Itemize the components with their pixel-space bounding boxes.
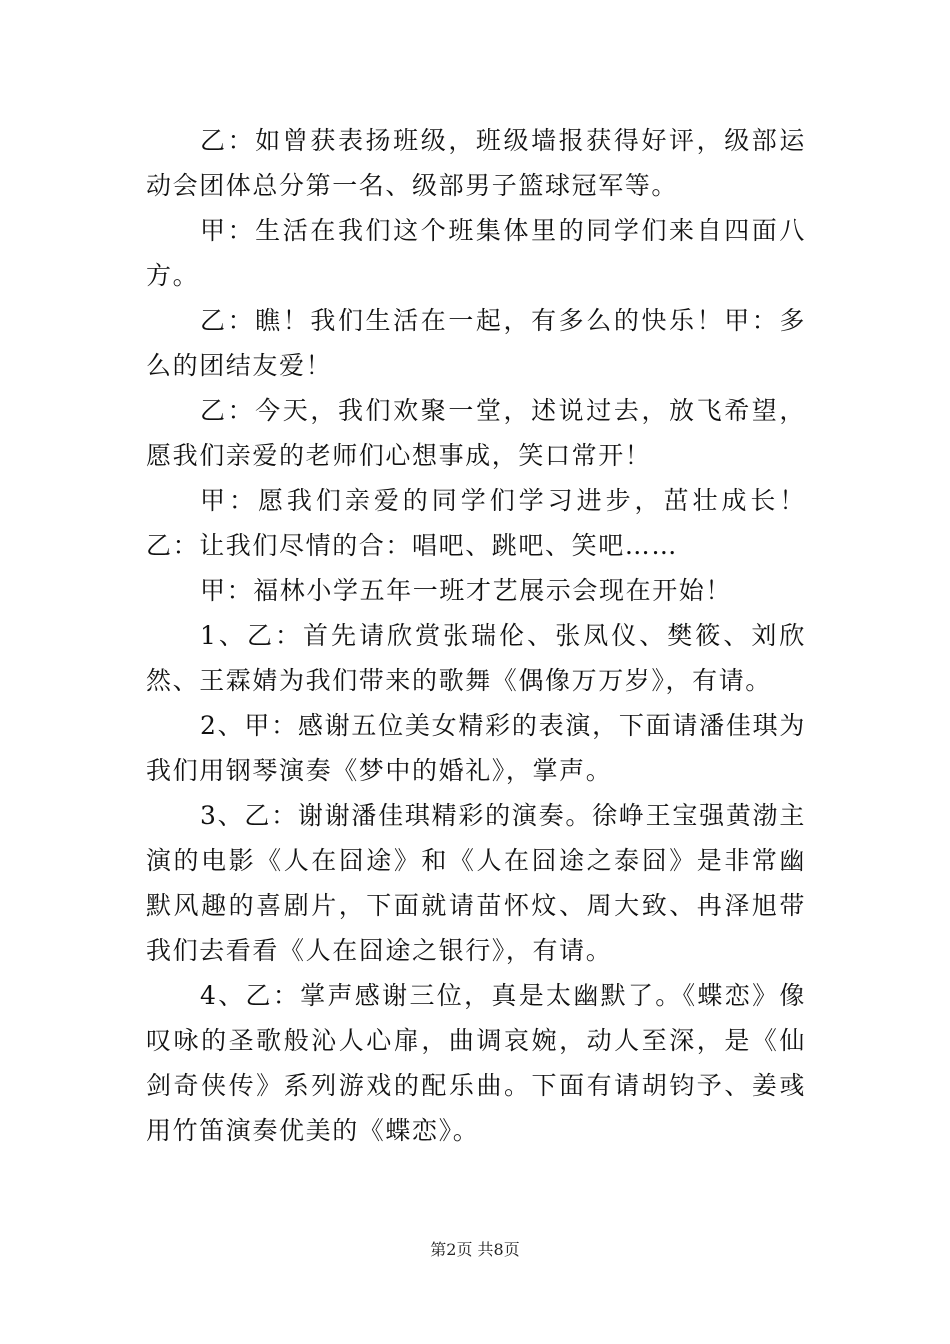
paragraph: 乙：如曾获表扬班级，班级墙报获得好评，级部运动会团体总分第一名、级部男子篮球冠军等。 — [146, 126, 806, 200]
paragraph: 4、乙：掌声感谢三位，真是太幽默了。《蝶恋》像叹咏的圣歌般沁人心扉，曲调哀婉，动人至深，是《仙剑奇侠传》系列游戏的配乐曲。下面有请胡钧予、姜彧用竹笛演奏优美的《蝶恋》。 — [146, 981, 806, 1145]
paragraph: 甲：愿我们亲爱的同学们学习进步，茁壮成长！乙：让我们尽情的合：唱吧、跳吧、笑吧…… — [146, 486, 806, 560]
paragraph: 1、乙：首先请欣赏张瑞伦、张凤仪、樊筱、刘欣然、王霖婧为我们带来的歌舞《偶像万万岁》，有请。 — [146, 621, 806, 695]
page-number-footer: 第2页 共8页 — [430, 1240, 520, 1259]
paragraph: 乙：瞧！我们生活在一起，有多么的快乐！甲：多么的团结友爱！ — [146, 306, 806, 380]
paragraph: 乙：今天，我们欢聚一堂，述说过去，放飞希望，愿我们亲爱的老师们心想事成，笑口常开！ — [146, 396, 806, 470]
document-body — [146, 118, 806, 1153]
paragraph: 2、甲：感谢五位美女精彩的表演，下面请潘佳琪为我们用钢琴演奏《梦中的婚礼》，掌声。 — [146, 711, 806, 785]
paragraph: 3、乙：谢谢潘佳琪精彩的演奏。徐峥王宝强黄渤主演的电影《人在囧途》和《人在囧途之泰囧》是非常幽默风趣的喜剧片，下面就请苗怀炆、周大致、冉泽旭带我们去看看《人在囧途之银行》，有请。 — [146, 801, 806, 965]
paragraph: 甲：生活在我们这个班集体里的同学们来自四面八方。 — [146, 216, 806, 290]
paragraph: 甲：福林小学五年一班才艺展示会现在开始！ — [200, 576, 733, 605]
